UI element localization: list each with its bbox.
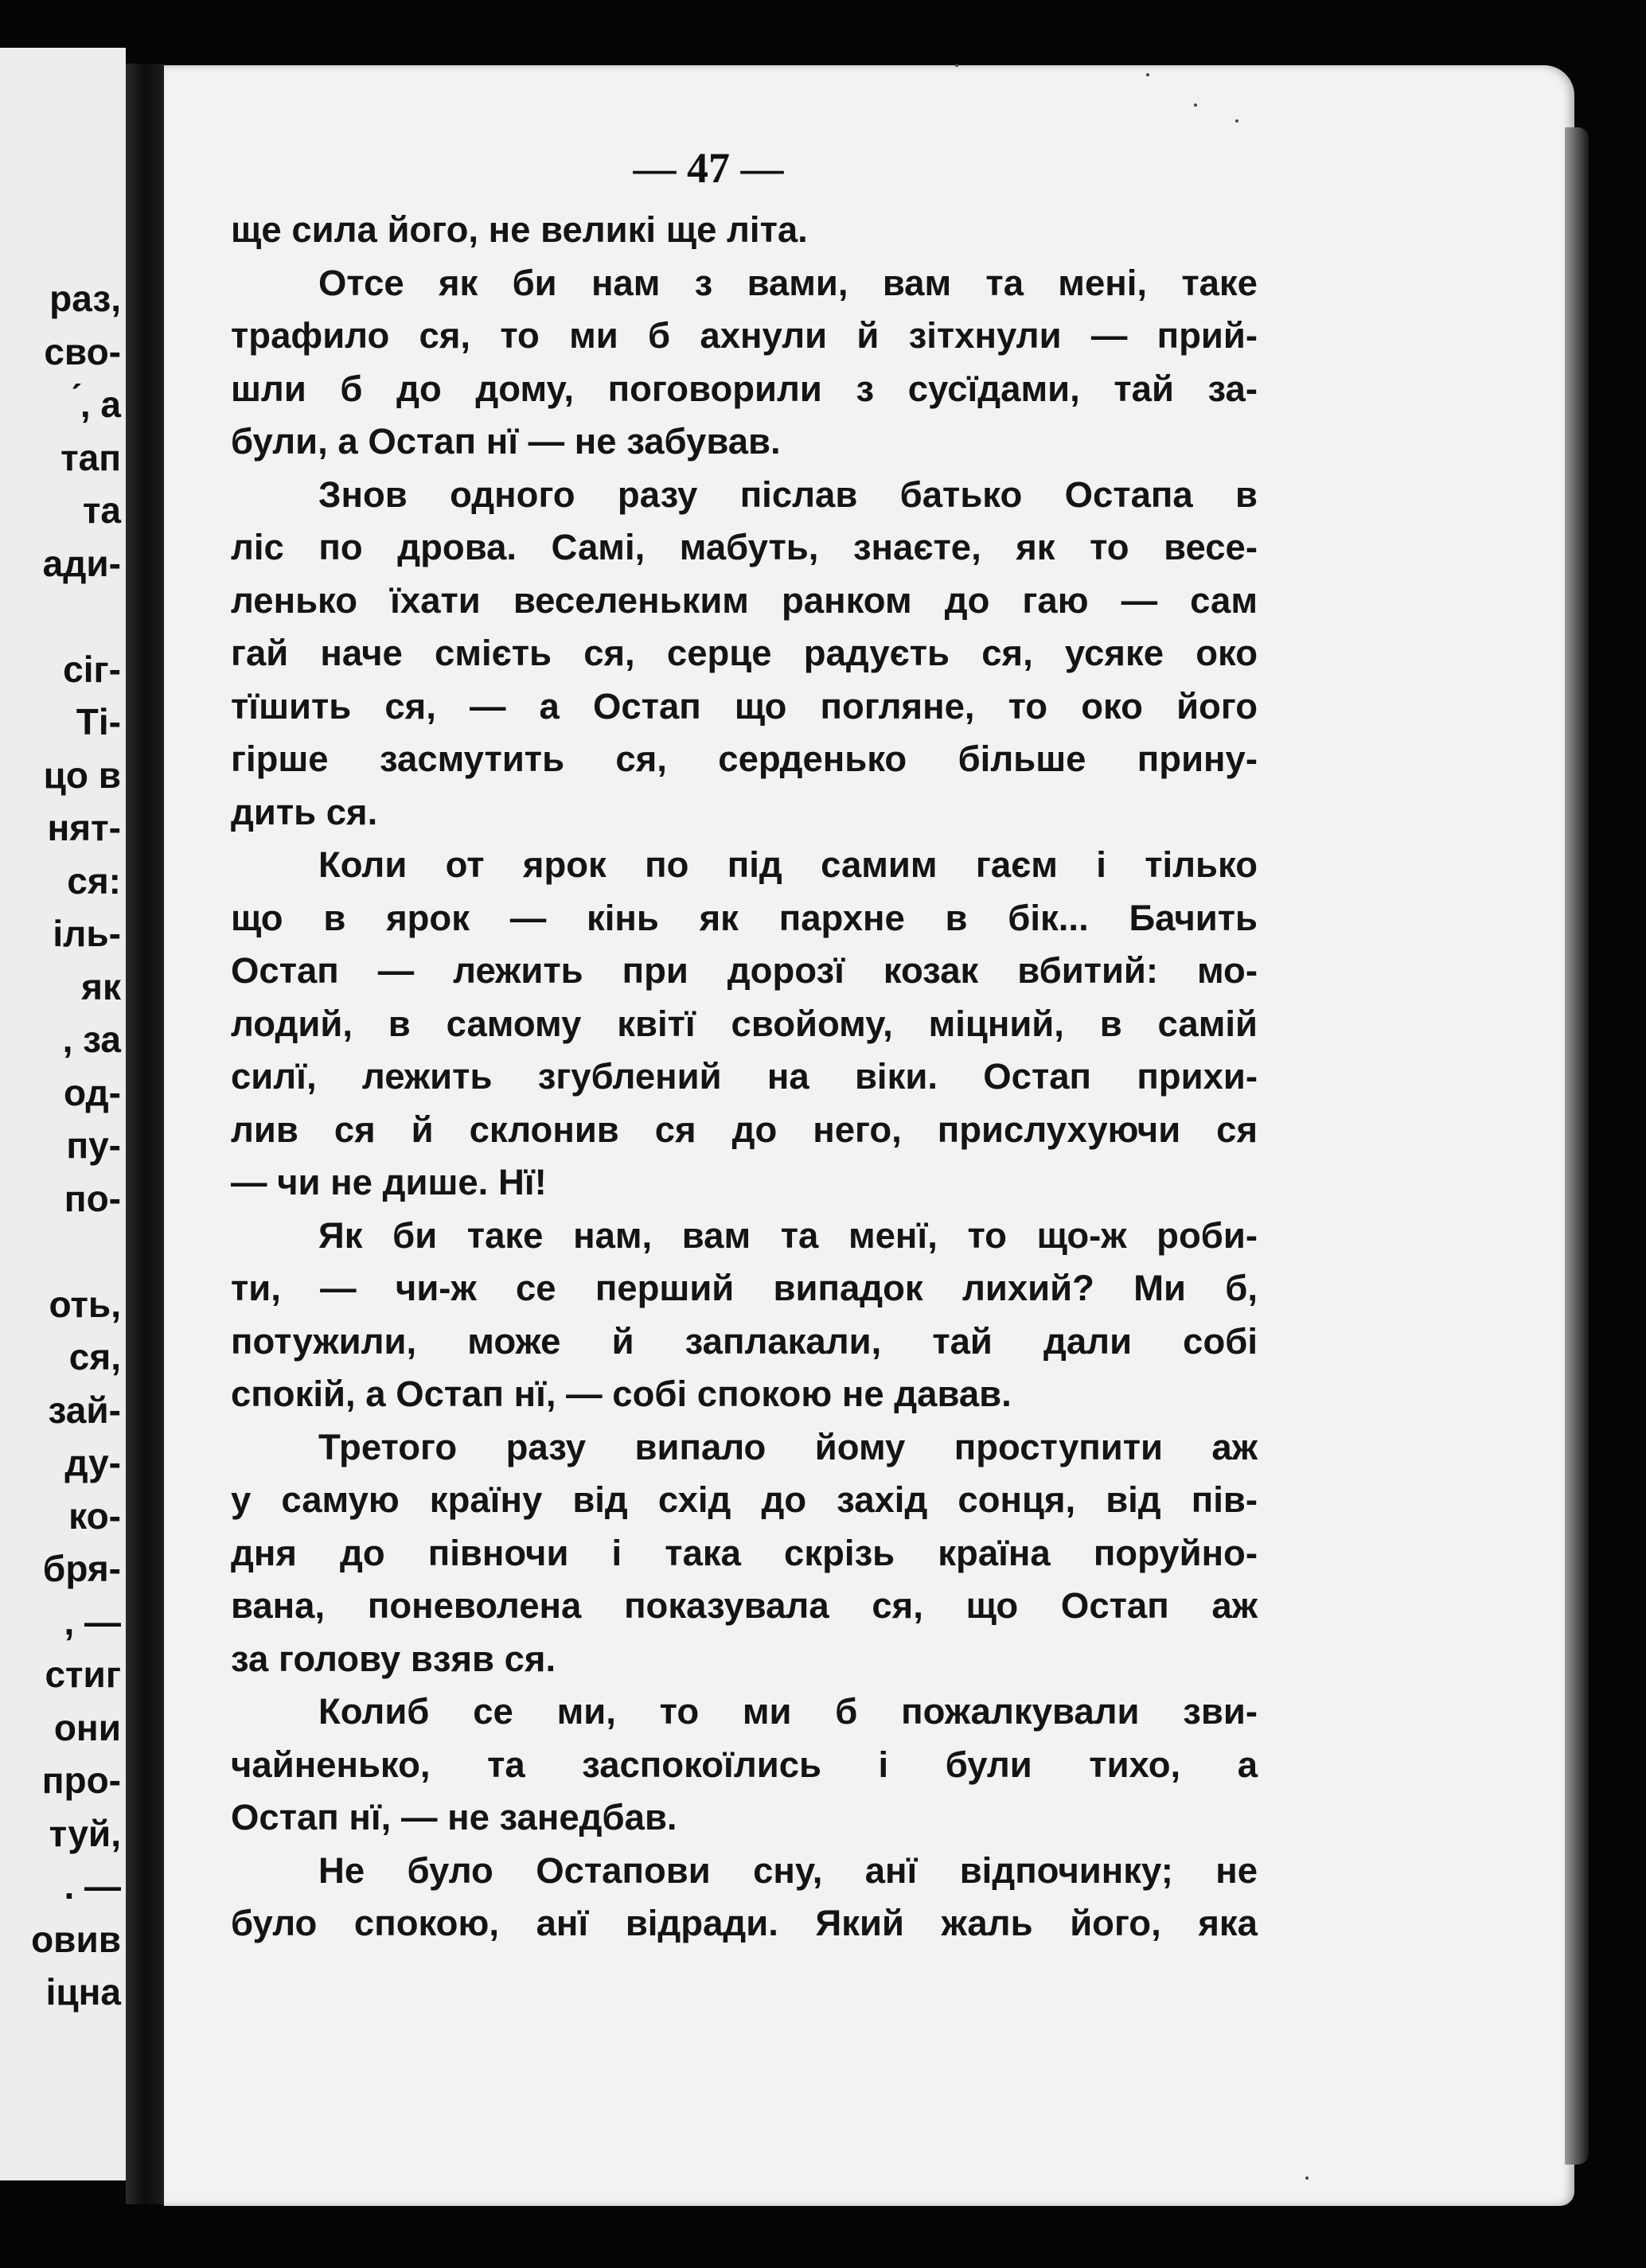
left-page-text-fragment: ́, а xyxy=(80,384,121,425)
left-page-text-fragment: од- xyxy=(63,1071,121,1113)
text-line: ти, — чи-ж се перший випадок лихий? Ми б, xyxy=(231,1268,1258,1308)
text-line: ленько їхати веселеньким ранком до гаю — сам xyxy=(231,579,1258,621)
text-line: дить ся. xyxy=(231,791,378,832)
dust-speck xyxy=(1235,119,1238,123)
text-line: ще сила його, не великі ще літа. xyxy=(231,209,808,250)
text-line: силї, лежить згублений на віки. Остап прихи- xyxy=(231,1056,1258,1097)
left-page-text-fragment: ко- xyxy=(68,1494,121,1537)
text-line: ліс по дрова. Самі, мабуть, знаєте, як то весе- xyxy=(231,527,1258,567)
left-page-text-fragment: оть, xyxy=(49,1283,121,1325)
left-page-text-fragment: туй, xyxy=(49,1812,121,1854)
left-page-fragment xyxy=(0,48,126,2180)
text-line: спокій, а Остап нї, — собі спокою не давав. xyxy=(231,1374,1012,1414)
left-page-text-fragment: сво- xyxy=(44,330,121,372)
text-line: шли б до дому, поговорили з сусїдами, тай за- xyxy=(231,368,1258,409)
text-line: за голову взяв ся. xyxy=(231,1638,556,1679)
text-line: тїшить ся, — а Остап що погляне, то око його xyxy=(231,685,1258,727)
left-page-text-fragment: ся, xyxy=(68,1336,121,1378)
dust-speck xyxy=(1305,2176,1309,2180)
left-page-text-fragment: ади- xyxy=(42,542,121,584)
left-page-text-fragment: . — xyxy=(64,1865,121,1907)
text-line: лодий, в самому квітї свойому, міцний, в самій xyxy=(231,1003,1258,1044)
text-line: що в ярок — кінь як пархне в бік... Бачить xyxy=(231,897,1258,938)
left-page-text-fragment: цо в xyxy=(43,754,121,796)
left-page-text-fragment: зай- xyxy=(48,1389,121,1431)
left-page-text-fragment: як xyxy=(81,965,121,1007)
page-edge-shadow xyxy=(1565,127,1589,2165)
left-page-text-fragment: сіг- xyxy=(63,648,121,690)
left-page-text-fragment: про- xyxy=(41,1759,121,1801)
text-line: Отсе як би нам з вами, вам та мені, таке xyxy=(318,262,1258,303)
text-line: були, а Остап нї — не забував. xyxy=(231,421,781,462)
page-number: — 47 — xyxy=(633,144,784,192)
text-line: потужили, може й заплакали, тай дали собі xyxy=(231,1320,1258,1362)
text-line: — чи не дише. Нї! xyxy=(231,1162,547,1202)
text-line: чайненько, та заспокоїлись і були тихо, а xyxy=(231,1744,1258,1785)
text-line: гірше засмутить ся, серденько більше прину- xyxy=(231,738,1258,779)
text-line: лив ся й склонив ся до него, прислухуючи ся xyxy=(231,1109,1258,1150)
left-page-text-fragment: тап xyxy=(60,436,121,478)
text-line: вана, поневолена показувала ся, що Остап аж xyxy=(231,1585,1258,1626)
left-page-text-fragment: , за xyxy=(62,1019,121,1060)
text-line: у самую країну від схід до захід сонця, від пів- xyxy=(231,1479,1258,1520)
dust-speck xyxy=(1194,103,1197,107)
dust-speck xyxy=(955,64,958,67)
text-line: гай наче смієть ся, серце радуєть ся, усяке око xyxy=(231,633,1258,673)
left-page-text-fragment: по- xyxy=(64,1177,121,1219)
text-line: Остап — лежить при дорозї козак вбитий: мо- xyxy=(231,950,1258,991)
text-line: Остап нї, — не занедбав. xyxy=(231,1797,677,1837)
dust-speck xyxy=(1146,73,1149,76)
left-page-text-fragment: раз, xyxy=(49,278,121,319)
left-page-text-fragment: ду- xyxy=(64,1442,121,1483)
text-line: Коли от ярок по під самим гаєм і тілько xyxy=(318,844,1258,885)
left-page-text-fragment: овив xyxy=(31,1918,121,1960)
page-body-text xyxy=(231,204,1258,1950)
left-page-text-fragment: они xyxy=(53,1706,121,1748)
left-page-text-fragment: іцна xyxy=(45,1971,121,2013)
text-line: трафило ся, то ми б ахнули й зітхнули — прий- xyxy=(231,315,1258,356)
text-line: Не було Остапови сну, анї відпочинку; не xyxy=(318,1849,1258,1891)
left-page-text-fragment: та xyxy=(82,489,121,531)
left-page-text-fragment: бря- xyxy=(42,1548,121,1589)
text-line: Знов одного разу післав батько Остапа в xyxy=(318,473,1258,515)
text-line: Колиб се ми, то ми б пожалкували зви- xyxy=(318,1691,1258,1732)
text-line: дня до півночи і така скрізь країна поруйно- xyxy=(231,1532,1258,1573)
left-page-text-fragment: стиг xyxy=(45,1654,121,1695)
left-page-text-fragment: нят- xyxy=(47,807,121,848)
text-line: було спокою, анї відради. Який жаль його, яка xyxy=(231,1903,1258,1943)
left-page-text-fragment: , — xyxy=(64,1600,121,1643)
book-binding-gutter xyxy=(126,64,164,2204)
left-page-text-fragment: іль- xyxy=(53,913,121,954)
left-page-text-fragment: пу- xyxy=(66,1124,121,1166)
left-page-text-fragment: ся: xyxy=(67,859,121,902)
left-page-text-fragment: Ті- xyxy=(76,701,121,742)
text-line: Третого разу випало йому проступити аж xyxy=(318,1426,1258,1467)
text-line: Як би таке нам, вам та менї, то що-ж роби- xyxy=(318,1214,1258,1256)
